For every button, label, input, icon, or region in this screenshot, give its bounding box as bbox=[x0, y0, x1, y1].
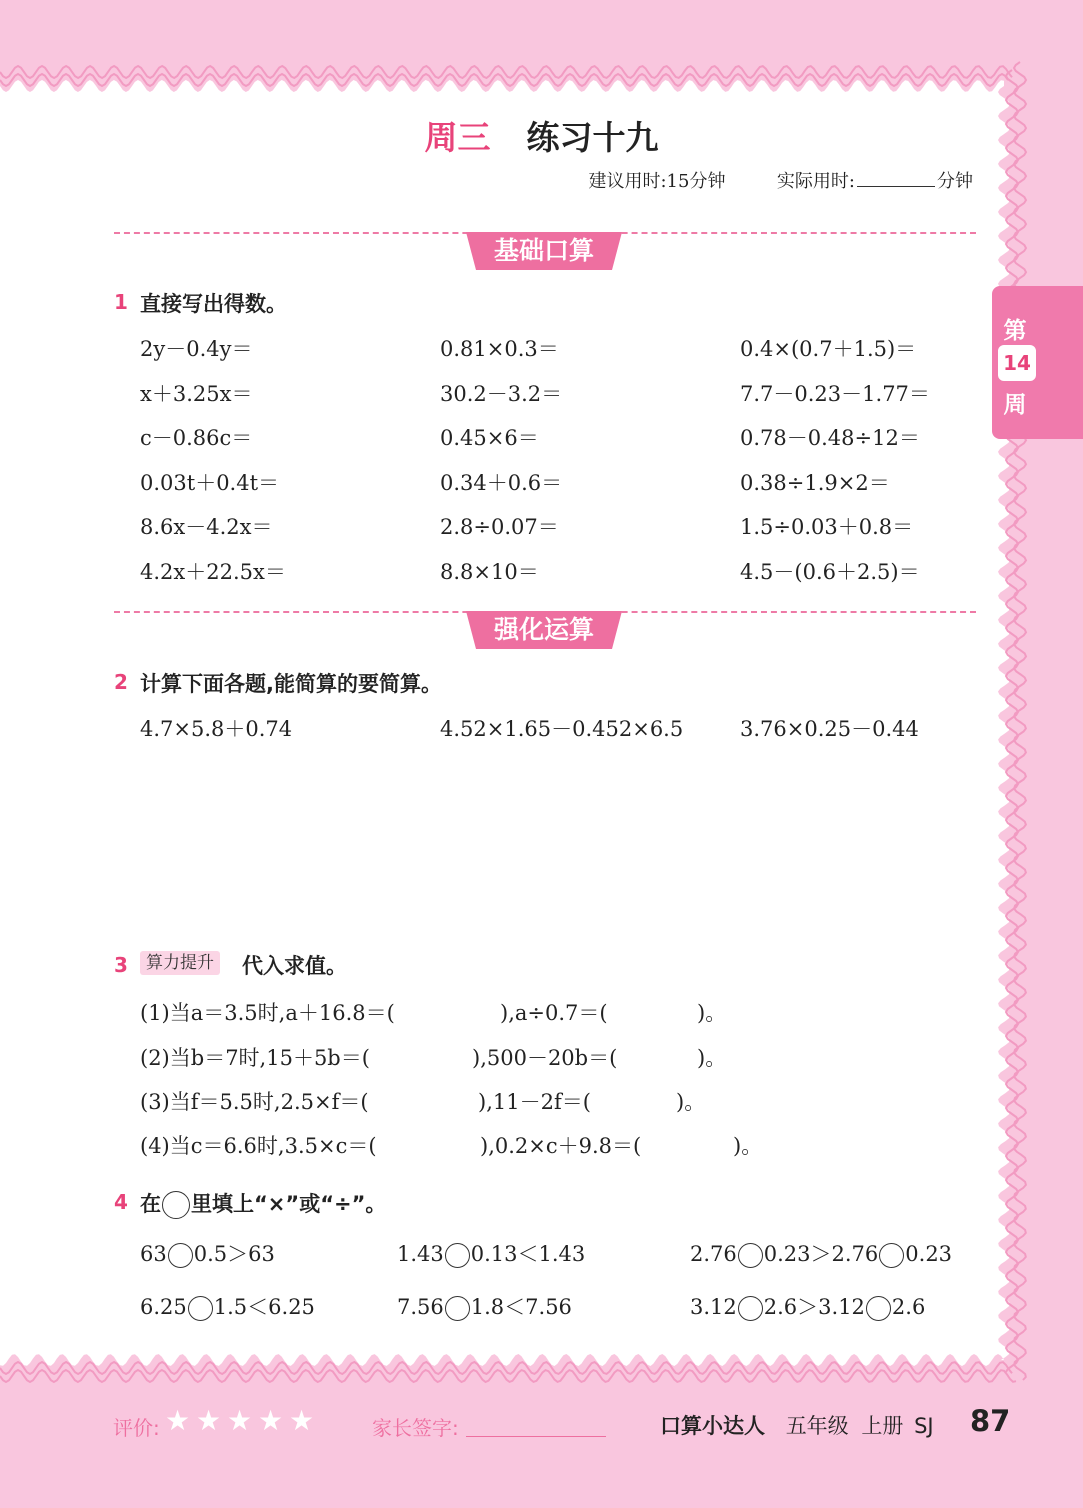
book-name: 口算小达人 bbox=[660, 1414, 765, 1438]
page-number: 87 bbox=[970, 1404, 1011, 1438]
q4-left: 2.76 bbox=[690, 1242, 737, 1266]
q3-text: 代入求值。 bbox=[242, 954, 347, 978]
page-title bbox=[0, 112, 1083, 159]
circle-blank-icon[interactable] bbox=[738, 1296, 763, 1321]
q1-item: 0.78－0.48÷12＝ bbox=[740, 426, 920, 450]
q2-item: 3.76×0.25－0.44 bbox=[740, 717, 919, 741]
q4-item bbox=[397, 1291, 572, 1321]
book-edition: SJ bbox=[914, 1414, 934, 1438]
signature-label: 家长签字: bbox=[372, 1416, 459, 1440]
q1-item: 8.6x－4.2x＝ bbox=[140, 515, 273, 539]
section-advanced-label: 强化运算 bbox=[493, 615, 594, 644]
circle-blank-icon[interactable] bbox=[445, 1296, 470, 1321]
q1-item: x＋3.25x＝ bbox=[140, 382, 253, 406]
q4-item bbox=[690, 1238, 952, 1268]
q4-right: 2.6＞3.12 bbox=[763, 1295, 865, 1319]
q4-left: 3.12 bbox=[690, 1295, 737, 1319]
q1-item: 7.7－0.23－1.77＝ bbox=[740, 382, 930, 406]
week-tab-top: 第 bbox=[1003, 318, 1027, 344]
actual-time-label: 实际用时: bbox=[776, 171, 855, 192]
q1-item: c－0.86c＝ bbox=[140, 426, 253, 450]
star-icon[interactable]: ★ bbox=[289, 1404, 315, 1437]
q1-item: 2y－0.4y＝ bbox=[140, 337, 253, 361]
q4-left: 1.43 bbox=[397, 1242, 444, 1266]
q1-item: 0.38÷1.9×2＝ bbox=[740, 471, 890, 495]
q3-item-part: )。 bbox=[676, 1090, 706, 1114]
q4-right: 0.5＞63 bbox=[193, 1242, 275, 1266]
q1-number: 1 bbox=[114, 290, 128, 314]
q4-right: 0.13＜1.43 bbox=[470, 1242, 586, 1266]
evaluation-label: 评价: bbox=[113, 1416, 160, 1440]
q2-item: 4.7×5.8＋0.74 bbox=[140, 717, 293, 741]
q3-item-part: (3)当f＝5.5时,2.5×f＝( bbox=[140, 1090, 369, 1114]
q1-item: 2.8÷0.07＝ bbox=[440, 515, 559, 539]
q4-number: 4 bbox=[114, 1190, 128, 1214]
q1-item: 0.45×6＝ bbox=[440, 426, 539, 450]
q3-tag-label: 算力提升 bbox=[140, 951, 220, 975]
q4-text-b: 里填上“×”或“÷”。 bbox=[191, 1192, 387, 1216]
week-number-badge: 14 bbox=[998, 345, 1036, 381]
book-volume: 上册 bbox=[861, 1414, 904, 1438]
title-name: 练习十九 bbox=[526, 118, 659, 157]
q3-item-part: ),a÷0.7＝( bbox=[500, 1001, 608, 1025]
circle-blank-icon[interactable] bbox=[866, 1296, 891, 1321]
q4-item bbox=[397, 1238, 585, 1268]
q1-item: 1.5÷0.03＋0.8＝ bbox=[740, 515, 914, 539]
q2-text: 计算下面各题,能简算的要简算。 bbox=[140, 672, 442, 696]
q2-item: 4.52×1.65－0.452×6.5 bbox=[440, 717, 684, 741]
title-day: 周三 bbox=[424, 118, 491, 157]
book-grade: 五年级 bbox=[785, 1414, 849, 1438]
q3-item-part: (2)当b＝7时,15＋5b＝( bbox=[140, 1046, 370, 1070]
q3-tag bbox=[140, 948, 220, 973]
q1-item: 4.5－(0.6＋2.5)＝ bbox=[740, 560, 920, 584]
q4-left: 63 bbox=[140, 1242, 167, 1266]
q2-number: 2 bbox=[114, 670, 128, 694]
circle-blank-icon[interactable] bbox=[738, 1243, 763, 1268]
q1-item: 0.81×0.3＝ bbox=[440, 337, 559, 361]
section-basic-label: 基础口算 bbox=[493, 236, 594, 265]
q4-item bbox=[140, 1238, 275, 1268]
suggested-time: 建议用时:15分钟 bbox=[588, 171, 726, 192]
q1-item: 30.2－3.2＝ bbox=[440, 382, 563, 406]
book-info bbox=[660, 1410, 934, 1440]
circle-blank-icon[interactable] bbox=[445, 1243, 470, 1268]
q3-item-part: (4)当c＝6.6时,3.5×c＝( bbox=[140, 1134, 377, 1158]
q1-item: 0.03t＋0.4t＝ bbox=[140, 471, 280, 495]
q4-left: 6.25 bbox=[140, 1295, 187, 1319]
actual-time-blank[interactable] bbox=[857, 186, 935, 187]
star-icon[interactable]: ★ bbox=[165, 1404, 191, 1437]
q1-text: 直接写出得数。 bbox=[140, 292, 287, 316]
circle-blank-icon[interactable] bbox=[879, 1243, 904, 1268]
q1-item: 0.4×(0.7＋1.5)＝ bbox=[740, 337, 917, 361]
q4-text-a: 在 bbox=[140, 1192, 161, 1216]
q3-item-part: )。 bbox=[697, 1046, 727, 1070]
q1-item: 8.8×10＝ bbox=[440, 560, 539, 584]
time-info bbox=[588, 167, 973, 193]
signature-line[interactable] bbox=[466, 1436, 606, 1437]
q3-item-part: (1)当a＝3.5时,a＋16.8＝( bbox=[140, 1001, 395, 1025]
q1-item: 4.2x＋22.5x＝ bbox=[140, 560, 286, 584]
circle-blank-icon[interactable] bbox=[168, 1243, 193, 1268]
q4-item bbox=[690, 1291, 925, 1321]
wavy-border-line bbox=[1006, 70, 1018, 1372]
circle-blank-icon bbox=[162, 1191, 190, 1219]
q4-text bbox=[140, 1188, 386, 1219]
actual-time-unit: 分钟 bbox=[937, 171, 973, 192]
q4-item bbox=[140, 1291, 315, 1321]
q4-right2: 2.6 bbox=[891, 1295, 926, 1319]
q3-item-part: ),500－20b＝( bbox=[472, 1046, 618, 1070]
q4-left: 7.56 bbox=[397, 1295, 444, 1319]
circle-blank-icon[interactable] bbox=[188, 1296, 213, 1321]
star-icon[interactable]: ★ bbox=[227, 1404, 253, 1437]
q3-item-part: )。 bbox=[733, 1134, 763, 1158]
q4-right: 0.23＞2.76 bbox=[763, 1242, 879, 1266]
q4-right: 1.5＜6.25 bbox=[213, 1295, 315, 1319]
q3-number: 3 bbox=[114, 953, 128, 977]
q1-item: 0.34＋0.6＝ bbox=[440, 471, 563, 495]
q3-item-part: )。 bbox=[697, 1001, 727, 1025]
star-icon[interactable]: ★ bbox=[258, 1404, 284, 1437]
week-tab-bottom: 周 bbox=[1003, 392, 1027, 418]
q4-right2: 0.23 bbox=[905, 1242, 953, 1266]
q3-item-part: ),11－2f＝( bbox=[478, 1090, 591, 1114]
q4-right: 1.8＜7.56 bbox=[470, 1295, 572, 1319]
star-icon[interactable]: ★ bbox=[196, 1404, 222, 1437]
q3-item-part: ),0.2×c＋9.8＝( bbox=[480, 1134, 642, 1158]
